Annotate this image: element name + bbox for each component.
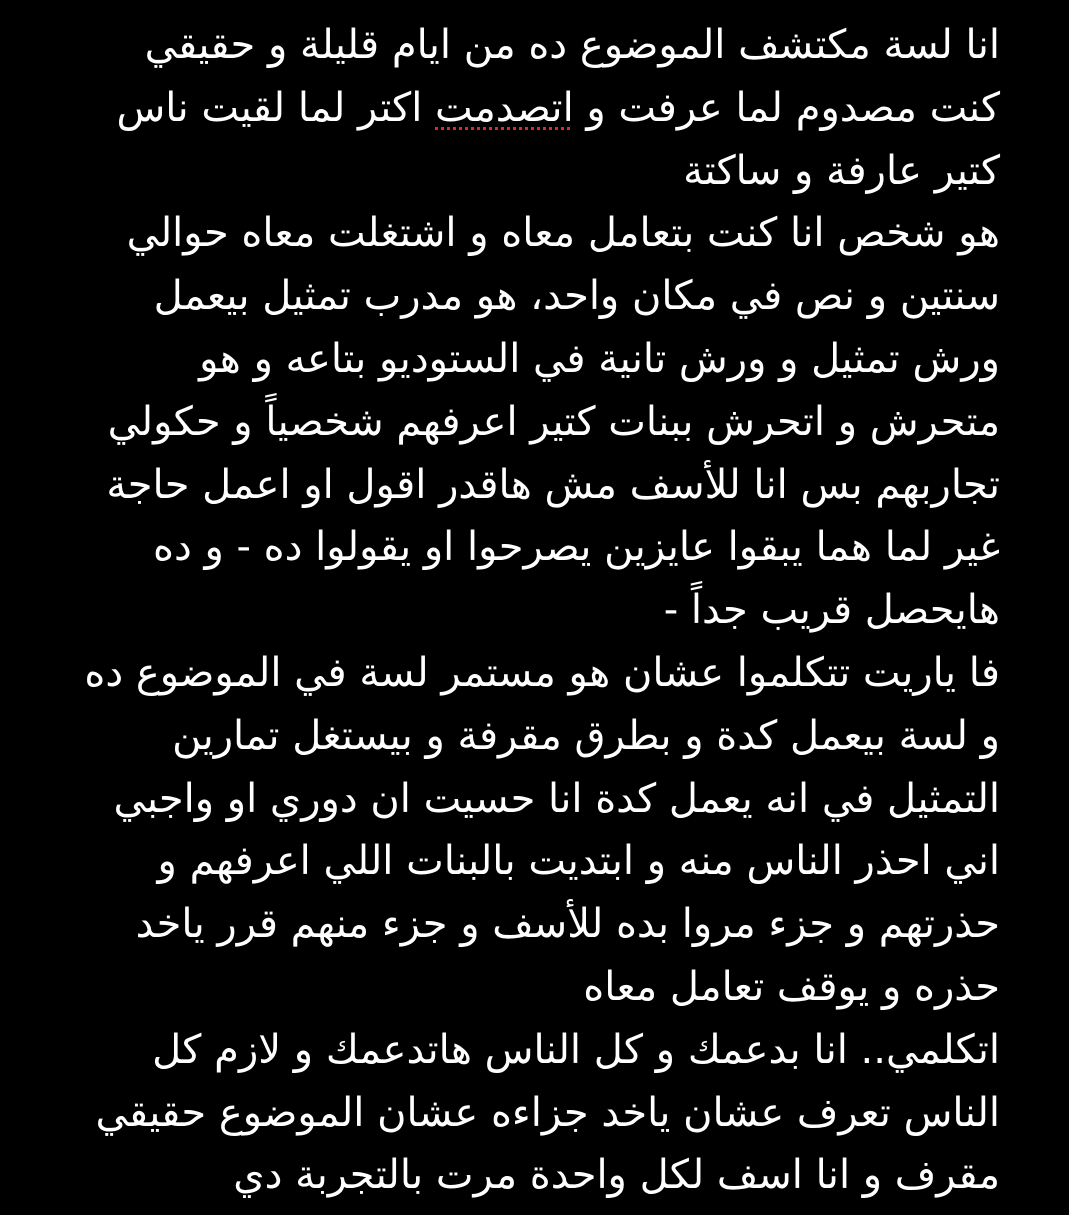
note-line: تجاربهم بس انا للأسف مش هاقدر اقول او اعمل حاجة (106, 461, 1000, 508)
note-line: انا لسة مكتشف الموضوع ده من ايام قليلة و حقيقي (144, 22, 1000, 68)
note-line: غير لما هما يبقوا عايزين يصرحوا او يقولوا ده - و ده (153, 524, 1000, 571)
note-line: حذره و يوقف تعامل معاه (583, 963, 1000, 1010)
note-line: اني احذر الناس منه و ابتديت بالبنات اللي اعرفهم و (157, 838, 1000, 885)
note-line (60, 77, 1000, 140)
line-text: كنت مصدوم لما عرفت و (573, 84, 1000, 131)
note-line: حذرتهم و جزء مروا بده للأسف و جزء منهم قرر ياخد (135, 901, 1000, 948)
note-line: الناس تعرف عشان ياخد جزاءه عشان الموضوع حقيقي (95, 1089, 1000, 1136)
note-text (60, 14, 1000, 1207)
note-line: هايحصل قريب جداً - (663, 587, 1000, 634)
note-line: سنتين و نص في مكان واحد، هو مدرب تمثيل بيعمل (153, 273, 1000, 320)
note-line: اتكلمي.. انا بدعمك و كل الناس هاتدعمك و لازم كل (152, 1026, 1000, 1073)
note-line: مقرف و انا اسف لكل واحدة مرت بالتجربة دي (233, 1152, 1000, 1199)
note-line: كتير عارفة و ساكتة (683, 147, 1000, 194)
note-line: متحرش و اتحرش ببنات كتير اعرفهم شخصياً و حكولي (107, 398, 1000, 445)
note-line: فا ياريت تتكلموا عشان هو مستمر لسة في الموضوع ده (84, 649, 1000, 696)
note-line: التمثيل في انه يعمل كدة انا حسيت ان دوري او واجبي (113, 775, 1000, 822)
spellcheck-underlined-word[interactable]: اتصدمت (435, 84, 574, 131)
note-line: ورش تمثيل و ورش تانية في الستوديو بتاعه و هو (199, 335, 1000, 382)
note-line: و لسة بيعمل كدة و بطرق مقرفة و بيستغل تمارين (172, 712, 1000, 759)
note-line: هو شخص انا كنت بتعامل معاه و اشتغلت معاه حوالي (126, 210, 1000, 257)
line-text: اكتر لما لقيت ناس (116, 84, 436, 131)
